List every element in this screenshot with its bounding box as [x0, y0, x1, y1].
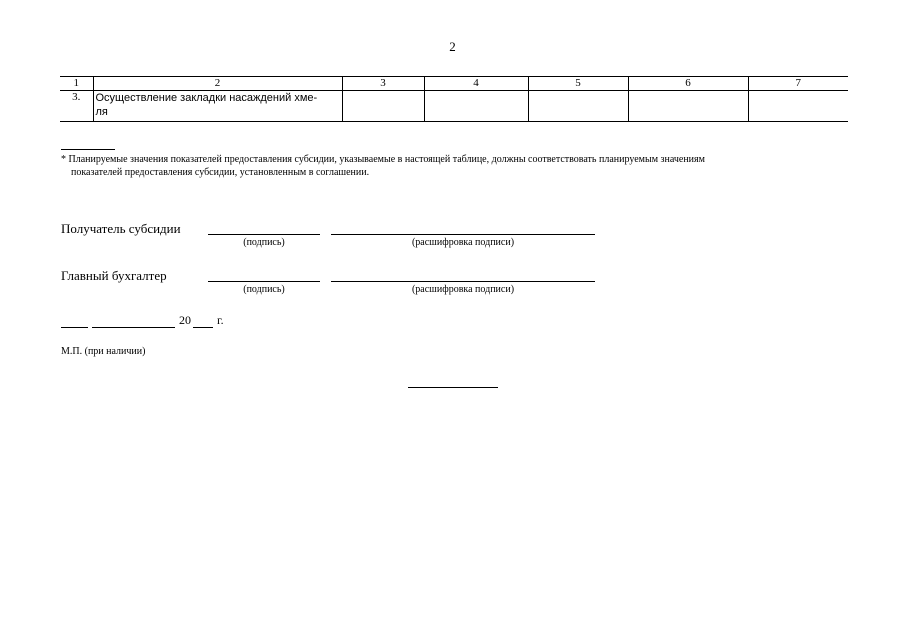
accountant-label: Главный бухгалтер: [61, 268, 167, 283]
table-row: [60, 91, 848, 122]
seal-note: М.П. (при наличии): [61, 346, 146, 357]
end-separator-line: [408, 387, 498, 388]
recipient-signature-caption: (подпись): [243, 237, 285, 248]
table-header-row: [60, 77, 848, 91]
row-name-line1: Осуществление закладки насаждений хме-: [95, 92, 318, 104]
accountant-signature-caption: (подпись): [243, 284, 285, 295]
indicators-table: [60, 76, 848, 122]
recipient-decode-caption: (расшифровка подписи): [411, 237, 515, 248]
accountant-decode-line: [331, 281, 595, 282]
table-header-cell: 6: [628, 77, 748, 91]
date-day-line: [61, 327, 88, 328]
date-year-prefix: 20: [179, 313, 191, 327]
table-cell: [342, 91, 424, 122]
row-number: 3.: [60, 91, 93, 122]
accountant-signature-line: [208, 281, 320, 282]
table-cell: [528, 91, 628, 122]
recipient-decode-line: [331, 234, 595, 235]
footnote-line2: показателей предоставления субсидии, установленным в соглашении.: [71, 167, 370, 178]
table-cell: [748, 91, 848, 122]
date-year-line: [193, 327, 213, 328]
table-header-cell: 5: [528, 77, 628, 91]
date-suffix: г.: [217, 313, 224, 327]
table-header-cell: 7: [748, 77, 848, 91]
table-cell: [424, 91, 528, 122]
footnote: [61, 153, 847, 179]
footnote-line1: * Планируемые значения показателей предоставления субсидии, указываемые в настоящей таблице, должны соответствовать планируемым значениям: [61, 154, 705, 165]
table-header-cell: 4: [424, 77, 528, 91]
footnote-separator: [61, 149, 115, 150]
recipient-label: Получатель субсидии: [61, 221, 181, 236]
accountant-decode-caption: (расшифровка подписи): [411, 284, 515, 295]
date-month-line: [92, 327, 175, 328]
table-header-cell: 1: [60, 77, 93, 91]
table-cell: [628, 91, 748, 122]
table-header-cell: 3: [342, 77, 424, 91]
page-number: 2: [449, 39, 456, 54]
row-name-line2: ля: [95, 106, 108, 118]
row-name: [93, 91, 342, 122]
table-header-cell: 2: [93, 77, 342, 91]
recipient-signature-line: [208, 234, 320, 235]
